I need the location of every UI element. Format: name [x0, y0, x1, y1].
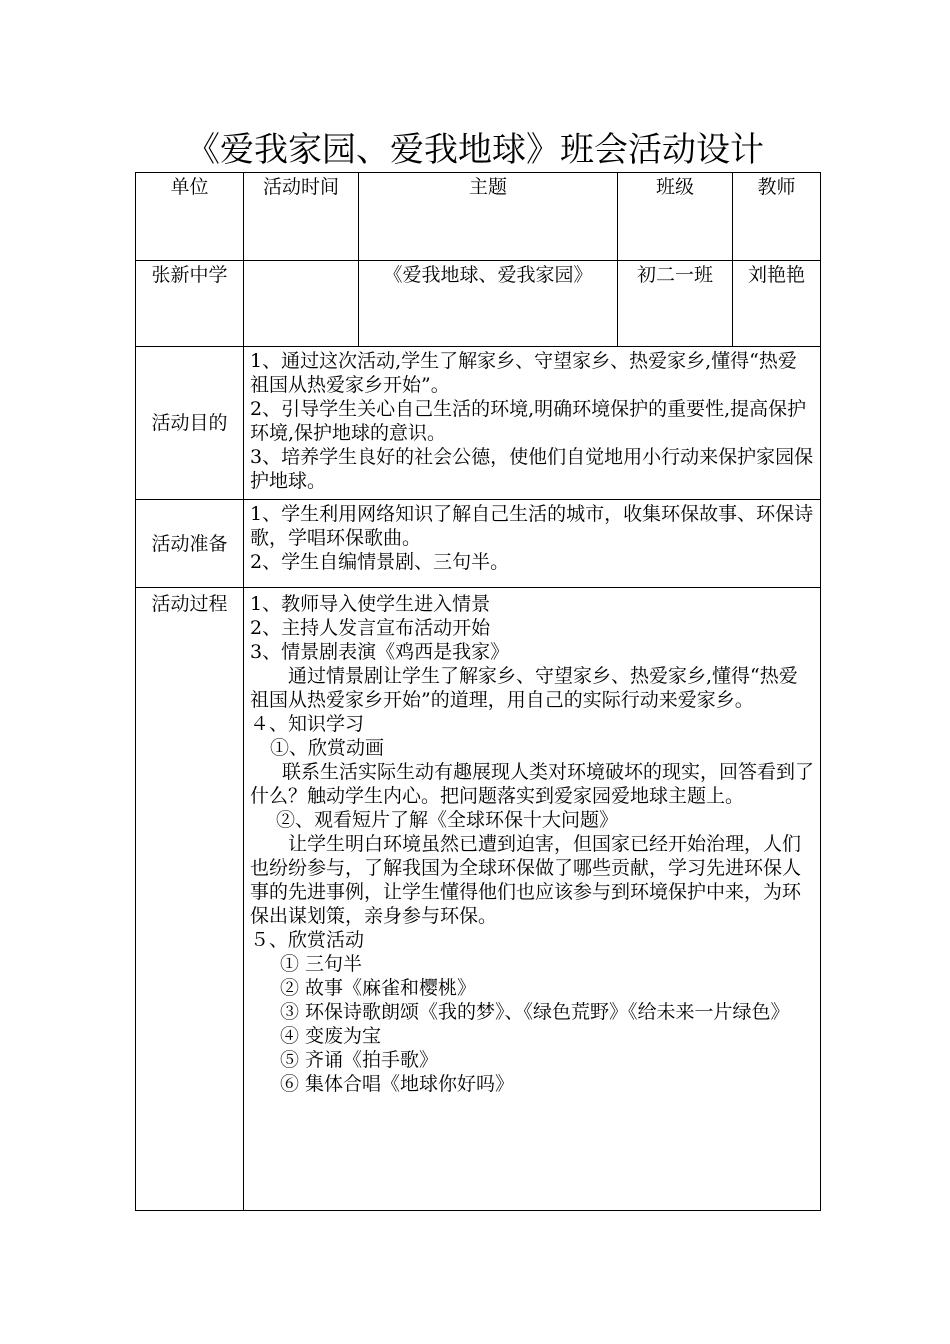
process-item: 联系生活实际生动有趣展现人类对环境破坏的现实，回答看到了什么？触动学生内心。把问题落实到爱家园爱地球主题上。	[250, 761, 815, 807]
process-item: ⑥ 集体合唱《地球你好吗》	[280, 1073, 515, 1095]
prep-line: 2、学生自编情景剧、三句半。	[250, 551, 510, 573]
cell-unit: 张新中学	[136, 261, 244, 347]
header-class: 班级	[618, 173, 733, 261]
prep-line: 1、学生利用网络知识了解自己生活的城市，收集环保故事、环保诗歌，学唱环保歌曲。	[250, 503, 814, 549]
prep-row	[136, 500, 821, 588]
goal-row	[136, 347, 821, 500]
process-item: ①、欣赏动画	[270, 737, 385, 759]
process-item: 让学生明白环境虽然已遭到迫害，但国家已经开始治理，人们也纷纷参与，了解我国为全球环保做了哪些贡献，学习先进环保人事的先进事例，让学生懂得他们也应该参与到环境保护中来，为环保出谋划策，亲身参与环保。	[250, 833, 802, 927]
process-item: ５、欣赏活动	[250, 929, 365, 951]
header-unit: 单位	[136, 173, 244, 261]
process-item: 1、教师导入使学生进入情景	[250, 593, 491, 615]
goal-content	[244, 347, 821, 500]
process-item: ⑤ 齐诵《拍手歌》	[280, 1049, 439, 1071]
process-item: ① 三句半	[280, 953, 363, 975]
header-teacher: 教师	[733, 173, 821, 261]
process-item: ②、观看短片了解《全球环保十大问题》	[276, 809, 619, 831]
cell-theme: 《爱我地球、爱我家园》	[359, 261, 618, 347]
prep-label: 活动准备	[136, 500, 244, 588]
process-item: ③ 环保诗歌朗颂《我的梦》、《绿色荒野》《给未来一片绿色》	[280, 1001, 790, 1023]
goal-line: 3、培养学生良好的社会公德，使他们自觉地用小行动来保护家园保护地球。	[250, 446, 814, 492]
process-item: ② 故事《麻雀和樱桃》	[280, 977, 477, 999]
process-row	[136, 588, 821, 1211]
header-theme: 主题	[359, 173, 618, 261]
goal-line: 1、通过这次活动,学生了解家乡、守望家乡、热爱家乡,懂得“热爱祖国从热爱家乡开始”。	[250, 350, 797, 396]
process-item: 2、主持人发言宣布活动开始	[250, 617, 491, 639]
header-row	[136, 173, 821, 261]
info-row	[136, 261, 821, 347]
header-time: 活动时间	[244, 173, 359, 261]
activity-table	[135, 172, 821, 1211]
process-label: 活动过程	[136, 588, 244, 1211]
document-title: 《爱我家园、爱我地球》班会活动设计	[186, 130, 764, 170]
goal-line: 2、引导学生关心自己生活的环境,明确环境保护的重要性,提高保护环境,保护地球的意识。	[250, 398, 807, 444]
process-item: 通过情景剧让学生了解家乡、守望家乡、热爱家乡,懂得“热爱祖国从热爱家乡开始”的道理，用自己的实际行动来爱家乡。	[250, 665, 798, 711]
prep-content	[244, 500, 821, 588]
goal-label: 活动目的	[136, 347, 244, 500]
process-item: ４、知识学习	[250, 713, 365, 735]
process-item: 3、情景剧表演《鸡西是我家》	[250, 641, 510, 663]
process-item: ④ 变废为宝	[280, 1025, 382, 1047]
cell-teacher: 刘艳艳	[733, 261, 821, 347]
cell-class: 初二一班	[618, 261, 733, 347]
process-content	[244, 588, 821, 1211]
cell-time	[244, 261, 359, 347]
